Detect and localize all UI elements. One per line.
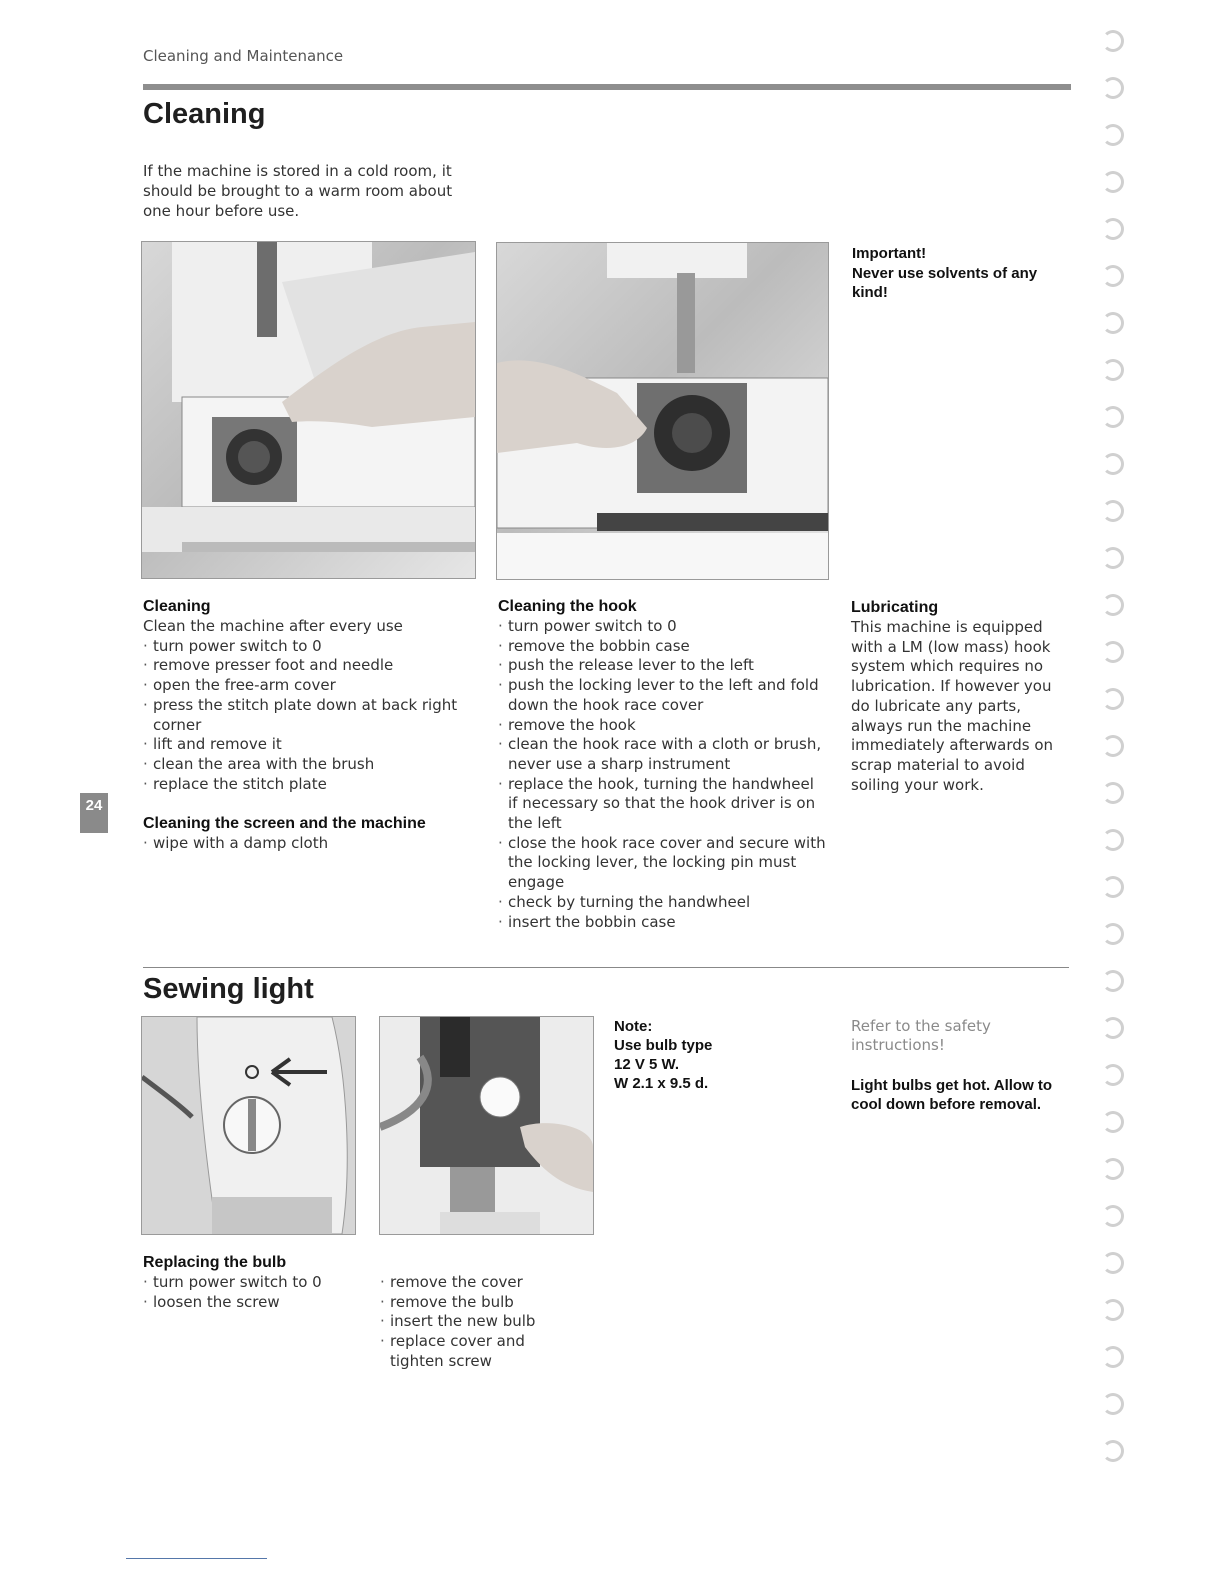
cleaning-column (143, 597, 478, 854)
list-item: · insert the bobbin case (498, 913, 828, 933)
section-divider (143, 967, 1069, 968)
spiral-binding (1102, 30, 1126, 1487)
footer-line (126, 1558, 267, 1559)
photo-stitch-plate (141, 241, 476, 579)
binding-ring (1102, 688, 1124, 710)
note-line-1: Use bulb type (614, 1037, 713, 1054)
binding-ring (1102, 77, 1124, 99)
hook-steps (498, 617, 828, 932)
list-item: · replace the stitch plate (143, 775, 478, 795)
list-item: · check by turning the handwheel (498, 893, 828, 913)
note-label: Note: (614, 1018, 653, 1035)
list-item: · turn power switch to 0 (143, 637, 478, 657)
list-item: · wipe with a damp cloth (143, 834, 478, 854)
list-item: · open the free-arm cover (143, 676, 478, 696)
binding-ring (1102, 30, 1124, 52)
binding-ring (1102, 876, 1124, 898)
cleaning-title: Cleaning (143, 98, 266, 130)
photo-light-screw (141, 1016, 356, 1235)
binding-ring (1102, 1346, 1124, 1368)
list-item: · turn power switch to 0 (498, 617, 828, 637)
binding-ring (1102, 265, 1124, 287)
hook-heading: Cleaning the hook (498, 598, 637, 615)
binding-ring (1102, 1440, 1124, 1462)
list-item: · remove the bobbin case (498, 637, 828, 657)
list-item: · replace cover and tighten screw (380, 1332, 580, 1371)
list-item: · press the stitch plate down at back right corner (143, 696, 478, 735)
list-item: · push the locking lever to the left and fold down the hook race cover (498, 676, 828, 715)
binding-ring (1102, 312, 1124, 334)
binding-ring (1102, 641, 1124, 663)
binding-ring (1102, 1299, 1124, 1321)
cleaning-steps (143, 637, 478, 795)
binding-ring (1102, 453, 1124, 475)
binding-ring (1102, 1158, 1124, 1180)
binding-ring (1102, 594, 1124, 616)
binding-ring (1102, 171, 1124, 193)
binding-ring (1102, 1205, 1124, 1227)
page-number-tab: 24 (80, 793, 108, 833)
hot-bulb-warning: Light bulbs get hot. Allow to cool down before removal. (851, 1077, 1053, 1113)
cleaning-intro: If the machine is stored in a cold room, it should be brought to a warm room about one hour before use. (143, 162, 453, 220)
note-line-3: W 2.1 x 9.5 d. (614, 1075, 709, 1092)
replacing-steps-a (143, 1273, 363, 1312)
lubricating-heading: Lubricating (851, 599, 939, 616)
running-header: Cleaning and Maintenance (143, 47, 344, 65)
list-item: · insert the new bulb (380, 1312, 580, 1332)
list-item: · clean the area with the brush (143, 755, 478, 775)
list-item: · remove the hook (498, 716, 828, 736)
replacing-heading: Replacing the bulb (143, 1254, 287, 1271)
replacing-bulb-column (143, 1253, 363, 1312)
binding-ring (1102, 970, 1124, 992)
binding-ring (1102, 218, 1124, 240)
photo-light-bulb (379, 1016, 594, 1235)
binding-ring (1102, 829, 1124, 851)
binding-ring (1102, 1393, 1124, 1415)
replacing-steps-b (380, 1273, 580, 1372)
sewing-light-title: Sewing light (143, 973, 314, 1005)
binding-ring (1102, 1064, 1124, 1086)
photo-hook (496, 242, 829, 580)
binding-ring (1102, 547, 1124, 569)
list-item: · loosen the screw (143, 1293, 363, 1313)
cleaning-heading: Cleaning (143, 598, 211, 615)
safety-note: Refer to the safety instructions! (851, 1017, 991, 1054)
binding-ring (1102, 735, 1124, 757)
list-item: · turn power switch to 0 (143, 1273, 363, 1293)
header-rule (143, 84, 1071, 90)
list-item: · replace the hook, turning the handwheel if necessary so that the hook driver is on the left (498, 775, 828, 834)
list-item: · remove the cover (380, 1273, 580, 1293)
screen-cleaning-steps (143, 834, 478, 854)
important-label: Important! (852, 245, 927, 262)
lubricating-text: This machine is equipped with a LM (low mass) hook system which requires no lubrication. If however you do lubricate any parts, always run the machine immediately afterwards on scrap material to avoid soiling your work. (851, 618, 1054, 794)
binding-ring (1102, 923, 1124, 945)
binding-ring (1102, 1252, 1124, 1274)
cleaning-lead: Clean the machine after every use (143, 617, 403, 635)
binding-ring (1102, 1017, 1124, 1039)
important-text: Never use solvents of any kind! (852, 265, 1038, 301)
note-line-2: 12 V 5 W. (614, 1056, 680, 1073)
binding-ring (1102, 1111, 1124, 1133)
bulb-note (614, 1017, 834, 1093)
replacing-bulb-column-2 (380, 1273, 580, 1372)
screen-cleaning-heading: Cleaning the screen and the machine (143, 815, 426, 833)
binding-ring (1102, 782, 1124, 804)
binding-ring (1102, 406, 1124, 428)
hook-column (498, 597, 828, 932)
binding-ring (1102, 500, 1124, 522)
binding-ring (1102, 359, 1124, 381)
list-item: · lift and remove it (143, 735, 478, 755)
list-item: · remove presser foot and needle (143, 656, 478, 676)
binding-ring (1102, 124, 1124, 146)
list-item: · close the hook race cover and secure with the locking lever, the locking pin must engage (498, 834, 828, 893)
lubricating-column (851, 598, 1071, 795)
list-item: · push the release lever to the left (498, 656, 828, 676)
list-item: · clean the hook race with a cloth or brush, never use a sharp instrument (498, 735, 828, 774)
list-item: · remove the bulb (380, 1293, 580, 1313)
